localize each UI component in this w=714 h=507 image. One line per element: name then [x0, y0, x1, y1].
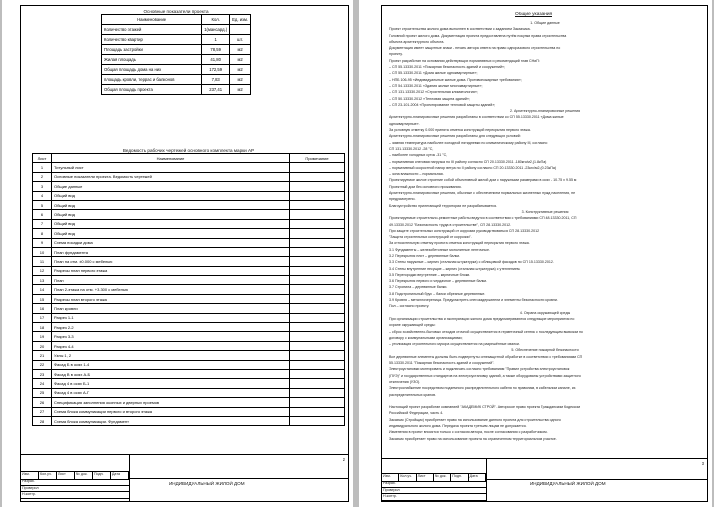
sheet-number: 5: [33, 200, 52, 209]
note-line: Проект разработан на основании действующих нормативных и рекомендаций глав СНиП:: [389, 58, 540, 63]
note-line: – наиболее холодных суток -31 °C,: [389, 153, 448, 158]
note-line: предусмотрено.: [389, 197, 416, 202]
note-line: (ПУЭ)" и государственных стандартов на электроустановку зданий, а также оборудованы устройствами защитного: [389, 373, 581, 378]
note-line: – нормативная снеговая нагрузка по III району согласно СП 20.13330.2011 -180кгс/м2,(1.8кПа): [389, 159, 547, 164]
sheet-note: [290, 172, 345, 181]
sheet-number: 13: [33, 276, 52, 285]
sheet-name: Фасад Б в осях 1-4: [52, 360, 290, 369]
indicators-cell: м2: [230, 45, 251, 55]
note-line: 3. Конструктивные решения: [521, 209, 569, 214]
indicators-row: [102, 65, 251, 75]
sheet-number: 1: [33, 163, 52, 172]
note-line: 5. Обеспечение пожарной безопасности: [511, 348, 579, 353]
sheets-row: [33, 388, 345, 397]
indicators-cell: м2: [230, 85, 251, 95]
sheets-row: [33, 398, 345, 407]
sheet-name: Общий вид: [52, 229, 290, 238]
sheet-name: План: [52, 276, 290, 285]
note-line: 2. Архитектурно-планировочные решения: [509, 109, 581, 114]
stamp-role-label: Разраб.: [21, 479, 129, 486]
sheet-number: 23: [33, 369, 52, 378]
sheets-row: [33, 200, 345, 209]
sheet-number: 24: [33, 379, 52, 388]
indicators-header-cell: Наименование: [102, 15, 202, 25]
indicators-cell: площадь кровли, террас и балконов: [102, 75, 202, 85]
note-line: – сброс хозяйственно-бытовых отходов сточной осуществляется в герметичный септик с последующим вывозом по: [389, 329, 583, 334]
note-line: – зона влажности – нормальная.: [389, 172, 444, 177]
sheet-number: 11: [33, 257, 52, 266]
stamp-grid: [382, 459, 487, 501]
sheet-number: 4: [33, 191, 52, 200]
note-line: При защите строительных конструкций от коррозии руководствоваться СП 28.13330.2012: [389, 228, 540, 233]
note-line: отключения (УЗО).: [389, 379, 421, 384]
drawing-sheet-right: [359, 0, 712, 507]
sheet-name: План на отм. ±0.000 с мебелью: [52, 257, 290, 266]
note-line: Проектируемые строительно-ремонтные работы ведутся в соответствии с требованиями СП 48.13330.2011, СП: [389, 216, 577, 221]
page-number: 2: [342, 457, 345, 462]
sheet-name: Фасад 4 в осях А-Г: [52, 388, 290, 397]
sheet-number: 7: [33, 219, 52, 228]
stamp-column-label: № док.: [75, 472, 93, 479]
sheets-row: [33, 219, 345, 228]
sheet-note: [290, 341, 345, 350]
stamp-column-label: Подп.: [451, 474, 468, 481]
sheet-note: [290, 398, 345, 407]
sheet-note: [290, 266, 345, 275]
sheets-row: [33, 416, 345, 425]
note-line: Головной проект жилого дома. Документация проекта предоставлена путём покупки права строительства: [389, 33, 567, 38]
indicators-row: [102, 45, 251, 55]
sheets-table: [32, 153, 345, 426]
indicators-row: [102, 25, 251, 35]
sheets-header-cell: Наименование: [52, 154, 290, 163]
sheet-note: [290, 210, 345, 219]
note-line: – СП 55.13330.2011 «Пожарная безопасность зданий и сооружений»;: [389, 65, 506, 70]
general-notes-text: [389, 20, 701, 442]
sheet-number: 18: [33, 323, 52, 332]
note-line: За относительную отметку проекта отметка конструкций перекрытия первого этажа.: [389, 241, 530, 246]
note-line: 3.6 Перекрытия первого и чердачное – деревянные балки.: [389, 279, 488, 284]
sheets-row: [33, 210, 345, 219]
sheet-number: 21: [33, 351, 52, 360]
sheets-row: [33, 369, 345, 378]
note-line: За условную отметку 0.000 принята отметка конструкций перекрытия первого этажа.: [389, 128, 531, 133]
note-line: – СП 50.13330.2012 «Тепловая защита зданий»;: [389, 96, 470, 101]
sheets-row: [33, 163, 345, 172]
note-line: – утилизация строительного мусора осуществляется на разрешённые свалки.: [389, 342, 520, 347]
sheets-row: [33, 294, 345, 303]
note-line: Электроустановки монтировать и подключать согласно требованиям "Правил устройства электроустановок: [389, 367, 570, 372]
indicators-cell: Площадь застройки: [102, 45, 202, 55]
note-line: 3.5 Перегородки внутренние – кирпичные блоки.: [389, 272, 471, 277]
sheet-name: Разрез 2-2: [52, 323, 290, 332]
indicators-cell: Жилая площадь: [102, 55, 202, 65]
indicators-row: [102, 75, 251, 85]
sheet-number: 28: [33, 416, 52, 425]
sheet-name: Фасад 4 в осях Б-1: [52, 379, 290, 388]
indicators-cell: Общая площадь дома на них: [102, 65, 202, 75]
sheet-note: [290, 379, 345, 388]
note-line: Заказчик (Стройщик) приобретает право на использование данного проекта для строительства одного: [389, 417, 561, 422]
sheet-name: Основные показатели проекта. Ведомость чертежей: [52, 172, 290, 181]
note-line: 55.13330.2011 "Пожарная безопасность зданий и сооружений".: [389, 361, 495, 366]
sheets-row: [33, 191, 345, 200]
note-line: Проектируемое жилое строение собой объективный жилой дом с наружными размерами в осях - 10.75 х 9.55 м: [389, 178, 577, 183]
note-line: 3.1 Фундаменты – железобетонные монолитные ленточные.: [389, 247, 490, 252]
indicators-header-row: [102, 15, 251, 25]
indicators-cell: 78,59: [202, 45, 230, 55]
indicators-cell: 1: [202, 35, 230, 45]
sheet-number: 19: [33, 332, 52, 341]
indicators-cell: м2: [230, 65, 251, 75]
sheet-number: 10: [33, 247, 52, 256]
stamp-column-label: Дата: [469, 474, 486, 481]
sheets-row: [33, 351, 345, 360]
sheet-number: 26: [33, 398, 52, 407]
indicators-row: [102, 35, 251, 45]
sheets-row: [33, 304, 345, 313]
note-line: 1. Общие данные: [530, 21, 560, 25]
sheet-note: [290, 313, 345, 322]
sheet-note: [290, 182, 345, 191]
sheet-note: [290, 276, 345, 285]
indicators-cell: Количество этажей: [102, 25, 202, 35]
stamp-column-label: Лист: [57, 472, 75, 479]
sheets-row: [33, 276, 345, 285]
sheet-name: Разрез 1-1: [52, 313, 290, 322]
note-line: Проектный дом без основного проживания.: [389, 184, 462, 189]
sheet-name: Общий вид: [52, 210, 290, 219]
note-line: – НПБ 106-95 «Индивидуальные жилые дома. Противопожарные требования»;: [389, 77, 522, 82]
note-line: СП 131.13330.2012 -28 °C,: [389, 146, 434, 151]
sheet-name: План фундамента: [52, 247, 290, 256]
sheet-note: [290, 238, 345, 247]
sheets-header-row: [33, 154, 345, 163]
sheet-note: [290, 257, 345, 266]
sheet-note: [290, 416, 345, 425]
indicators-header-cell: Кол.: [202, 15, 230, 25]
sheet-note: [290, 285, 345, 294]
note-line: индивидуального жилого дома. Передача проекта третьим лицам не допускается.: [389, 424, 527, 428]
sheet-note: [290, 369, 345, 378]
sheet-note: [290, 304, 345, 313]
note-line: распределительных кранов.: [389, 392, 437, 397]
indicators-cell: Количество квартир: [102, 35, 202, 45]
title-block: [20, 454, 349, 502]
sheet-number: 27: [33, 407, 52, 416]
sheets-row: [33, 229, 345, 238]
sheet-note: [290, 247, 345, 256]
sheets-row: [33, 238, 345, 247]
sheet-number: 6: [33, 210, 52, 219]
page-number: 3: [701, 461, 704, 466]
indicators-table: [101, 14, 251, 95]
sheets-title: Ведомость рабочих чертежей основного комплекта марки АР: [122, 148, 255, 153]
sheet-number: 25: [33, 388, 52, 397]
sheet-name: Титульный лист: [52, 163, 290, 172]
note-line: 3.2 Перекрытия плит – деревянные балки.: [389, 253, 461, 258]
sheet-note: [290, 332, 345, 341]
note-line: 3.4 Стены внутренние несущие – кирпич (стальная штукатурка) с утеплением.: [389, 266, 521, 271]
sheets-row: [33, 332, 345, 341]
sheet-name: Общий вид: [52, 219, 290, 228]
stamp-column-label: Кол.уч.: [399, 474, 416, 481]
indicators-row: [102, 85, 251, 95]
general-notes-header: Общие указания: [515, 12, 553, 17]
note-line: 49.13330.2012 "Безопасность труда в строительстве", СП 28.13330.2012.: [389, 222, 512, 227]
sheets-row: [33, 247, 345, 256]
stamp-role-label: Проверил: [382, 488, 486, 495]
note-line: При организации строительства и эксплуатации жилого дома предусматриваются следующие мероприятия по: [389, 316, 575, 321]
note-line: охране окружающей среды:: [389, 323, 436, 328]
sheets-row: [33, 360, 345, 369]
sheets-row: [33, 341, 345, 350]
indicators-cell: шт.: [230, 35, 251, 45]
sheet-name: Узлы 1, 2: [52, 351, 290, 360]
sheet-note: [290, 229, 345, 238]
note-line: "Защита строительных конструкций от коррозии".: [389, 235, 472, 240]
sheet-name: Схема блока коммуникации. Фундамент: [52, 416, 290, 425]
indicators-cell: 41,80: [202, 55, 230, 65]
stamp-title: ИНДИВИДУАЛЬНЫЙ ЖИЛОЙ ДОМ: [530, 481, 606, 486]
note-line: 3.9 Кровля – металлочерепица. Предусмотреть снегозадержатели и элементы безопасности кровли.: [389, 298, 558, 303]
sheets-header-cell: Примечание: [290, 154, 345, 163]
sheets-row: [33, 182, 345, 191]
stamp-column-label: Изм.: [382, 474, 399, 481]
sheet-name: План кровли: [52, 304, 290, 313]
sheet-note: [290, 219, 345, 228]
note-line: Российской Федерации, часть 4.: [389, 411, 444, 416]
sheet-name: Общий вид: [52, 191, 290, 200]
sheets-row: [33, 407, 345, 416]
note-line: проекту.: [389, 52, 403, 57]
note-line: Архитектурно-планировочные решения разработаны для следующих условий:: [389, 134, 521, 139]
indicators-header-cell: Ед. изм.: [230, 15, 251, 25]
stamp-column-label: № док.: [434, 474, 451, 481]
sheet-note: [290, 407, 345, 416]
title-block: [381, 458, 708, 502]
sheet-note: [290, 200, 345, 209]
sheet-name: Разрезы план второго этажа: [52, 294, 290, 303]
sheet-number: 16: [33, 304, 52, 313]
note-line: объекта архитектурного объекта.: [389, 39, 445, 44]
note-line: – СП 55.13330.2011 «Дома жилые одноквартирные»;: [389, 71, 478, 76]
note-line: договору с коммунальными организациями;: [389, 335, 463, 340]
note-line: одноквартирные».: [389, 121, 420, 126]
sheets-block: [32, 148, 345, 426]
stamp-divider: [486, 479, 707, 480]
note-line: Архитектурно-планировочные решения разработаны в соответствии со СП 55.13330.2011 «Дома жилые: [389, 115, 564, 120]
sheet-number: 2: [33, 172, 52, 181]
note-line: Изменения в проект вносятся только с согласия автора, после согласования с разработчиком.: [389, 430, 548, 435]
sheet-name: Общий вид: [52, 200, 290, 209]
stamp-grid: [21, 455, 130, 501]
sheets-row: [33, 379, 345, 388]
note-line: – СП 54.13330.2011 «Здания жилые многоквартирные»;: [389, 83, 483, 88]
stamp-role-label: Н.контр.: [21, 492, 129, 499]
stamp-column-label: Лист: [417, 474, 434, 481]
indicators-cell: Общая площадь проекта: [102, 85, 202, 95]
indicators-row: [102, 55, 251, 65]
sheet-number: 8: [33, 229, 52, 238]
sheets-row: [33, 323, 345, 332]
sheet-name: Схема блока коммуникации первого и второго этажа: [52, 407, 290, 416]
sheet-name: Разрезы план первого этажа: [52, 266, 290, 275]
note-line: 3.3 Стены наружные – кирпич (стальная штукатурка) с облицовкой фасадов по СП 15.13330.2012.: [389, 260, 554, 265]
indicators-title: Основные показатели проекта: [143, 9, 209, 14]
sheet-note: [290, 323, 345, 332]
stamp-column-label: Подп.: [93, 472, 111, 479]
note-line: 3.7 Стропила – деревянные балки.: [389, 285, 448, 290]
sheet-number: 20: [33, 341, 52, 350]
sheet-number: 14: [33, 285, 52, 294]
sheet-note: [290, 360, 345, 369]
stamp-column-label: Дата: [111, 472, 129, 479]
sheets-row: [33, 172, 345, 181]
note-line: 4. Охрана окружающей среды: [519, 310, 571, 315]
stamp-column-label: Изм.: [21, 472, 39, 479]
note-line: – зимняя температура наиболее холодной пятидневки по климатическому району III, согласно: [389, 140, 548, 145]
indicators-cell: м2: [230, 55, 251, 65]
indicators-cell: 172,59: [202, 65, 230, 75]
sheet-number: 15: [33, 294, 52, 303]
sheets-row: [33, 257, 345, 266]
stamp-column-label: Кол.уч.: [39, 472, 57, 479]
note-line: Архитектурно-планировочные решения, обычные с обеспечением нормальных жизненных нужд населения, не: [389, 191, 576, 196]
sheet-name: Схема посадки дома: [52, 238, 290, 247]
indicators-cell: [230, 25, 251, 35]
sheets-row: [33, 313, 345, 322]
sheet-name: Общие данные: [52, 182, 290, 191]
sheet-note: [290, 351, 345, 360]
sheet-note: [290, 388, 345, 397]
note-line: Проект строительства жилого дома выполнен в соответствии с заданием Заказчика.: [389, 27, 531, 32]
indicators-cell: 237,41: [202, 85, 230, 95]
indicators-cell: 7,83: [202, 75, 230, 85]
sheets-row: [33, 266, 345, 275]
sheets-header-cell: Лист: [33, 154, 52, 163]
indicators-block: [101, 9, 251, 95]
stamp-divider: [129, 478, 348, 479]
note-line: Благоустройство прилегающей территории не разрабатывается.: [389, 203, 498, 208]
note-line: Все деревянные элементы должны быть подвергнуты огнезащитной обработке в соответствии с требованиями СП: [389, 354, 583, 359]
sheet-number: 3: [33, 182, 52, 191]
indicators-cell: м2: [230, 75, 251, 85]
stamp-role-label: Проверил: [21, 486, 129, 493]
sheet-name: План 2-этажа на отм. +3.300 с мебелью: [52, 285, 290, 294]
sheet-name: Фасад В в осях А-Б: [52, 369, 290, 378]
note-line: – СП 23-101-2004 «Проектирование тепловой защиты зданий»;: [389, 102, 496, 107]
sheet-number: 22: [33, 360, 52, 369]
drawing-sheet-left: [2, 0, 353, 507]
sheet-note: [290, 191, 345, 200]
sheet-name: Спецификация заполнения оконных и дверных проемов: [52, 398, 290, 407]
note-line: Заказчик приобретает право на использование проекта на ограниченном территориальном участке.: [389, 436, 557, 441]
sheet-note: [290, 294, 345, 303]
sheet-name: Разрез 3-3: [52, 332, 290, 341]
note-line: Настоящий проект разработан компанией "АКАДЕМИК СТРОЙ". Авторское право проекта Гражданским Кодексом: [389, 405, 581, 410]
note-line: – нормативный скоростной напор ветра по II району согласно СП 20.13330.2011 -23кгс/м2,(0.23кПа): [389, 165, 557, 170]
note-line: Пол – согласно проекту.: [389, 304, 430, 309]
stamp-role-label: Н.контр.: [382, 494, 486, 501]
sheet-name: Разрез 4-4: [52, 341, 290, 350]
note-line: – СП 131.13330.2012 «Строительная климатология»;: [389, 90, 478, 95]
sheet-number: 9: [33, 238, 52, 247]
sheet-number: 12: [33, 266, 52, 275]
note-line: 3.8 Подстропильный брус – балки обрезные деревянные.: [389, 291, 486, 296]
stamp-role-label: Разраб.: [382, 481, 486, 488]
stamp-title: ИНДИВИДУАЛЬНЫЙ ЖИЛОЙ ДОМ: [169, 481, 245, 486]
note-line: Документация имеет защитные знаки - печать автора ответа на право одноразового строительства по: [389, 46, 561, 51]
indicators-cell: 1(мансард.): [202, 25, 230, 35]
sheets-row: [33, 285, 345, 294]
note-line: Электроснабжение посредством подземного распределительного кабеля по правилам, в кабельном канале, из: [389, 386, 576, 391]
sheet-number: 17: [33, 313, 52, 322]
sheet-note: [290, 163, 345, 172]
